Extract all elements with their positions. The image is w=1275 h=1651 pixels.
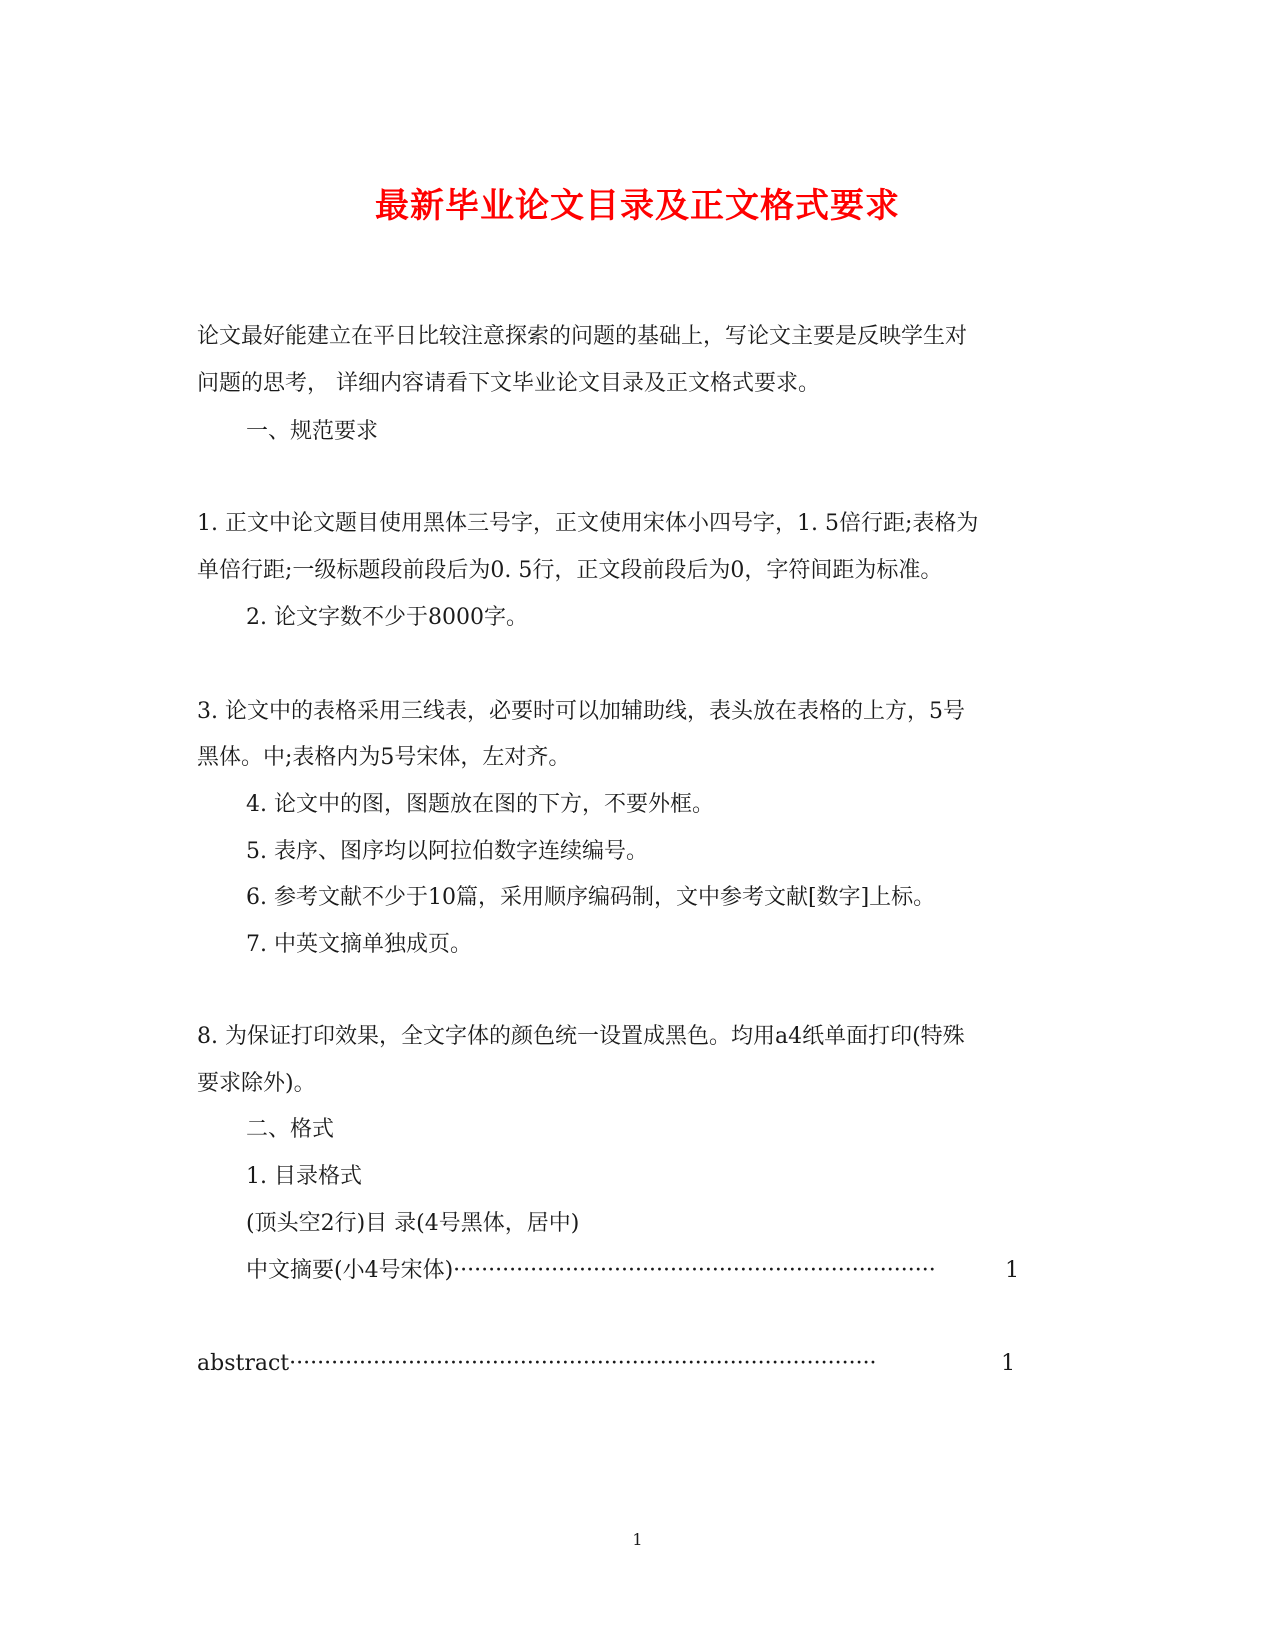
intro-line-2: 问题的思考， 详细内容请看下文毕业论文目录及正文格式要求。	[197, 371, 820, 396]
item-3-line-1: 3. 论文中的表格采用三线表，必要时可以加辅助线，表头放在表格的上方，5号	[197, 699, 965, 724]
toc-entry-abstract	[197, 1349, 1015, 1379]
toc-entry-page: 1	[1005, 1258, 1020, 1283]
toc-entry-label: 中文摘要(小4号宋体)	[246, 1258, 454, 1283]
item-5: 5. 表序、图序均以阿拉伯数字连续编号。	[246, 839, 648, 864]
format-1-heading: 1. 目录格式	[246, 1164, 362, 1189]
section-heading-format: 二、格式	[246, 1117, 335, 1142]
item-7: 7. 中英文摘单独成页。	[246, 932, 472, 957]
toc-leader-dots: ····················································································	[289, 1351, 877, 1376]
item-2: 2. 论文字数不少于8000字。	[246, 605, 528, 630]
item-1-line-1: 1. 正文中论文题目使用黑体三号字，正文使用宋体小四号字，1. 5倍行距;表格为	[197, 511, 979, 536]
toc-leader-dots: ·····································································	[453, 1258, 936, 1283]
toc-entry-chinese-abstract	[246, 1256, 1019, 1286]
toc-entry-page: 1	[1001, 1351, 1016, 1376]
page-number: 1	[632, 1530, 643, 1549]
item-1-line-2: 单倍行距;一级标题段前段后为0. 5行，正文段前段后为0，字符间距为标准。	[197, 558, 943, 583]
intro-line-1: 论文最好能建立在平日比较注意探索的问题的基础上，写论文主要是反映学生对	[197, 324, 968, 349]
toc-entry-label: abstract	[197, 1351, 290, 1376]
item-8-line-2: 要求除外)。	[197, 1071, 316, 1096]
item-3-line-2: 黑体。中;表格内为5号宋体，左对齐。	[197, 745, 571, 770]
item-4: 4. 论文中的图，图题放在图的下方，不要外框。	[246, 792, 714, 817]
section-heading-standards: 一、规范要求	[246, 419, 379, 444]
item-6: 6. 参考文献不少于10篇，采用顺序编码制，文中参考文献[数字]上标。	[246, 885, 936, 910]
document-title: 最新毕业论文目录及正文格式要求	[375, 186, 900, 226]
toc-spec: (顶头空2行)目 录(4号黑体，居中)	[246, 1211, 580, 1236]
item-8-line-1: 8. 为保证打印效果，全文字体的颜色统一设置成黑色。均用a4纸单面打印(特殊	[197, 1024, 965, 1049]
